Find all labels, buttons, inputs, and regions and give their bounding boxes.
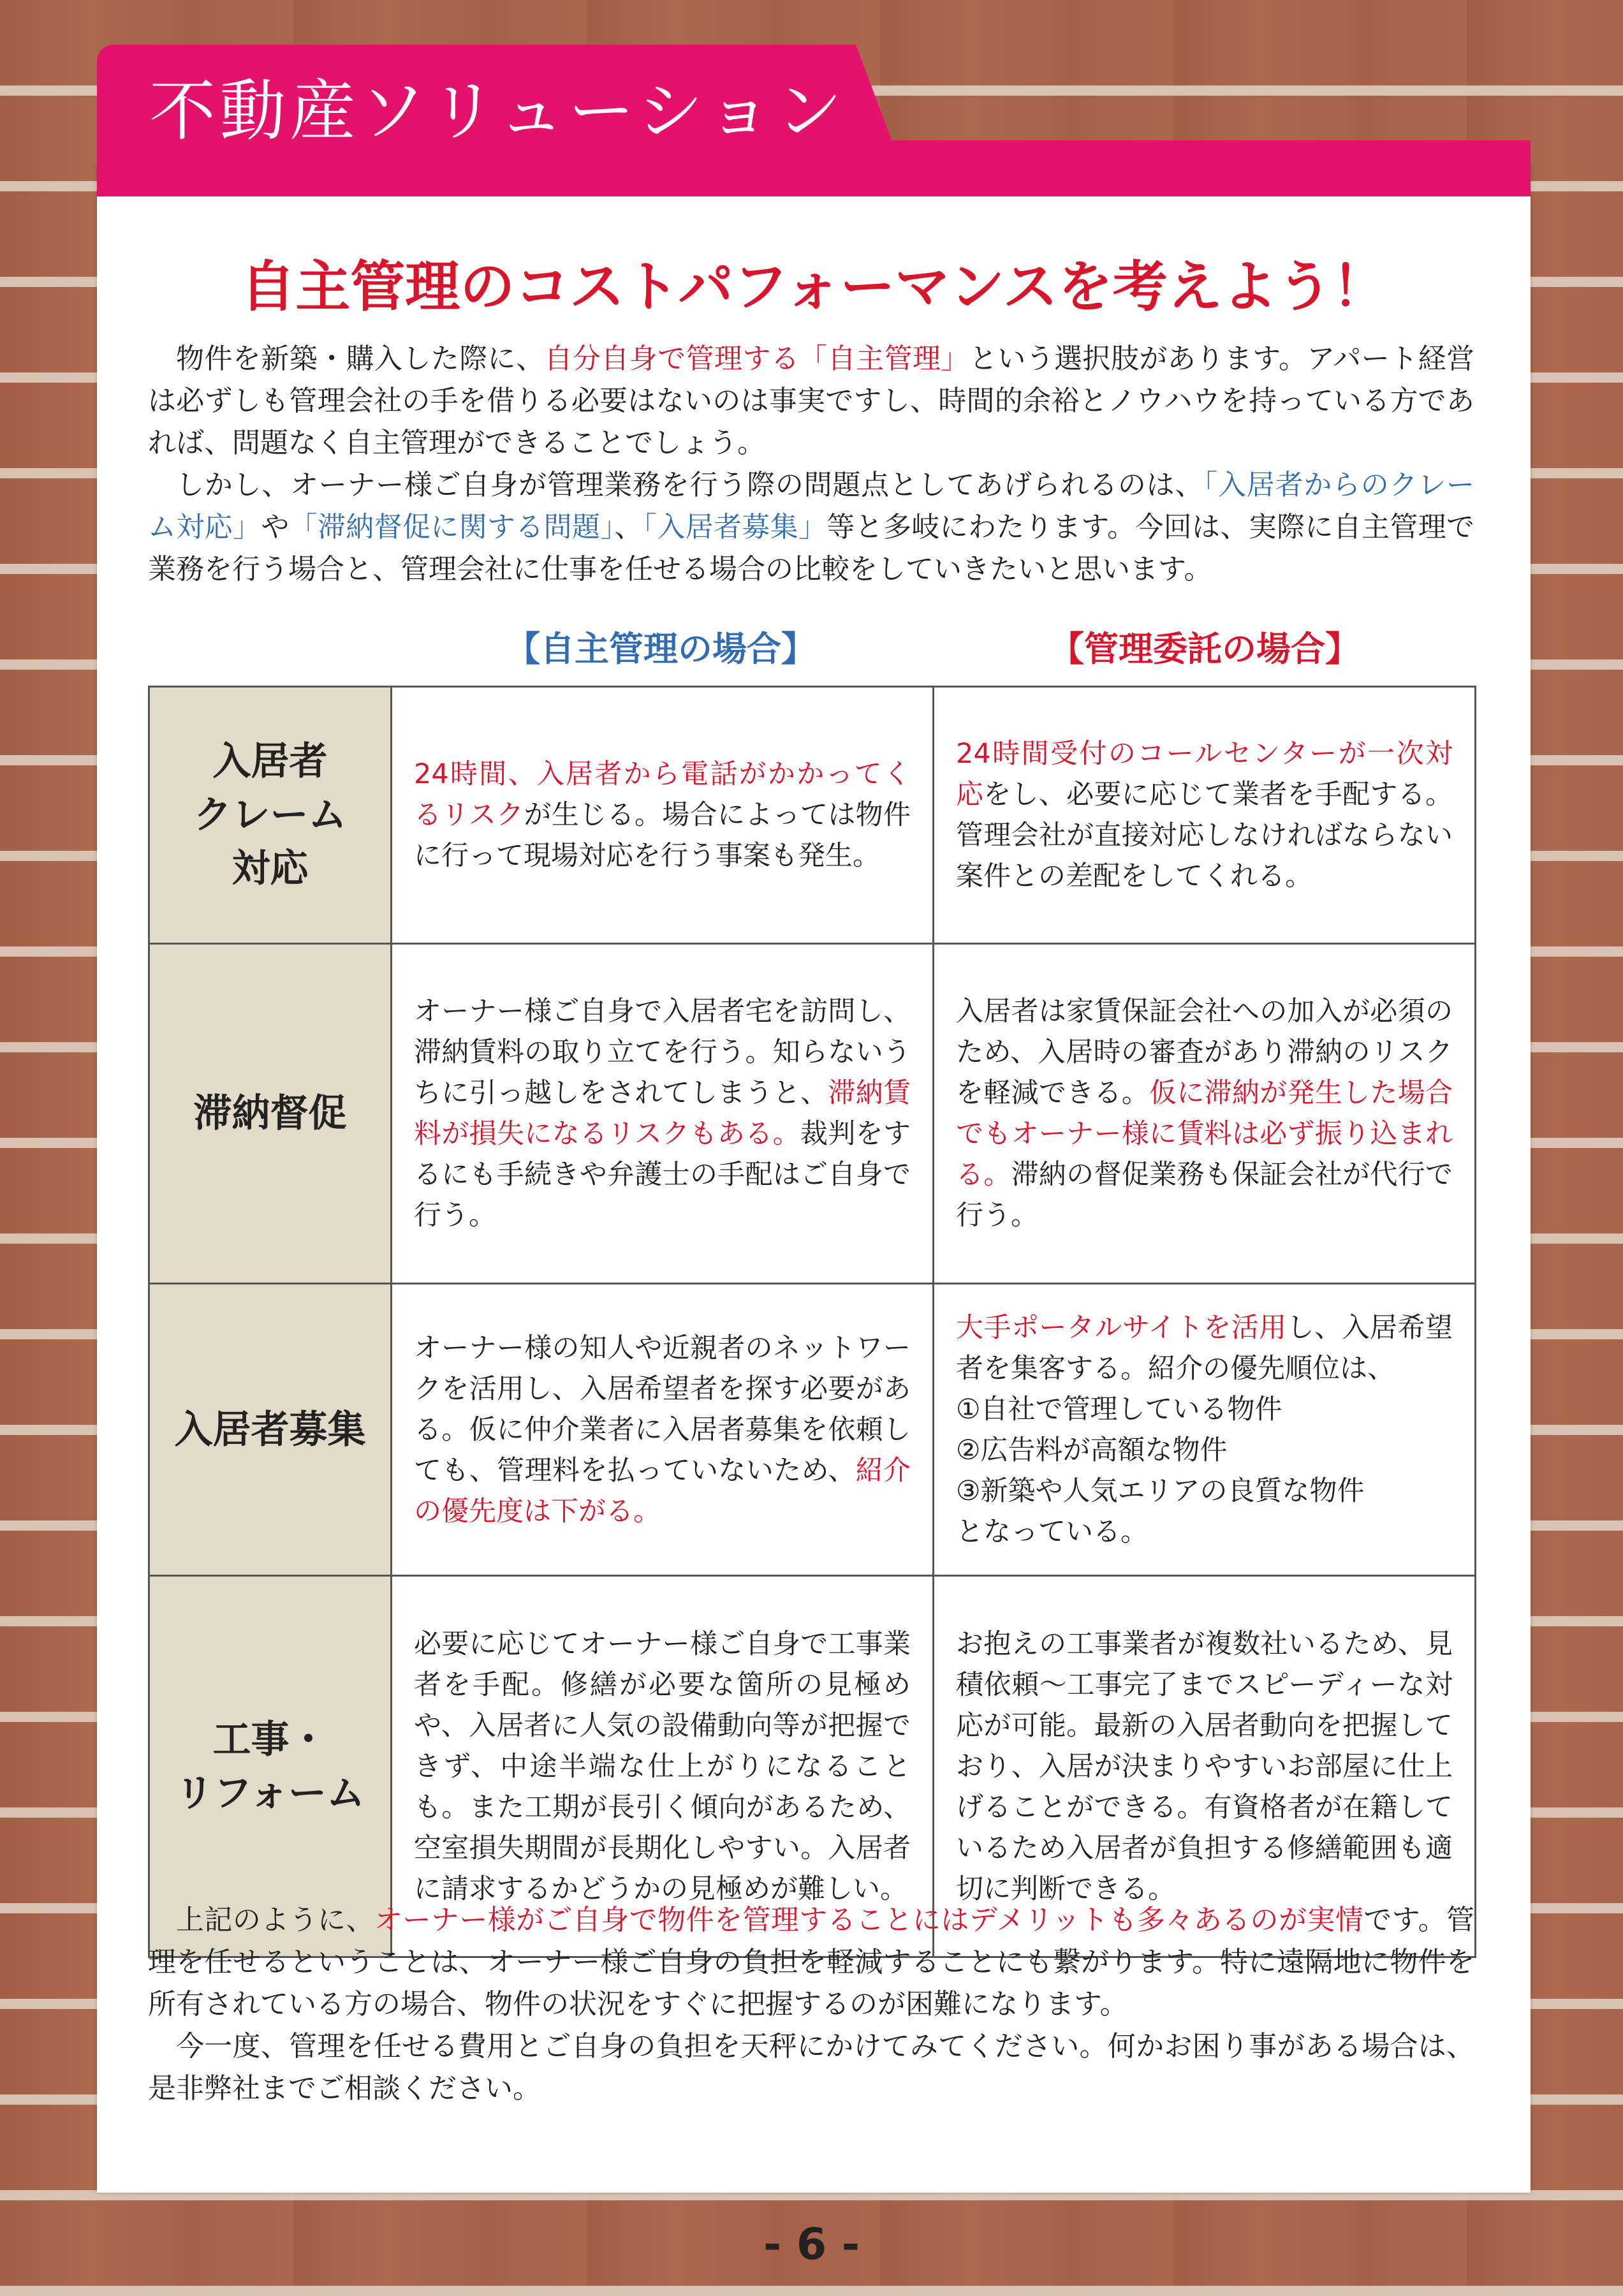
self-cell [392,944,934,1284]
page-headline: 自主管理のコストパフォーマンスを考えよう！ [240,255,1387,319]
intro-text: 、 [614,511,643,543]
row-heading [149,687,392,944]
table-row [149,944,1476,1284]
cell-text: が生じる。場合によっては物件に行って現場対応を行う事案も発生。 [414,799,911,872]
cell-text: となっている。 [956,1515,1148,1548]
column-heading-consign: 【管理委託の場合】 [1050,629,1360,669]
closing-text: です。管理を任せるということは、オーナー様ご自身の負担を軽減することにも繋がります。特に遠隔地に物件を所有されている方の場合、物件の状況をすぐに把握するのが困難になります。 [148,1904,1474,2020]
cell-text: 必要に応じてオーナー様ご自身で工事業者を手配。修繕が必要な箇所の見極めや、入居者に人気の設備動向等が把握できず、中途半端な仕上がりになることも。また工期が長引く傾向があるため、空室損失期間が長期化しやすい。入居者に請求するかどうかの見極めが難しい。 [414,1628,911,1905]
cell-text: オーナー様の知人や近親者のネットワークを活用し、入居希望者を探す必要がある。仮に仲介業者に入居者募集を依頼しても、管理料を払っていないため、 [414,1332,911,1487]
intro-highlight: 自分自身で管理する「自主管理」 [544,342,969,375]
intro-text: や [261,511,290,543]
comparison-table [148,686,1476,1958]
intro-text: 等と多岐にわたります。今回は、実際に自主管理で業務を行う場合と、管理会社に仕事を任せる場合の比較をしていきたいと思います。 [148,511,1475,585]
list-item: ①自社で管理している物件 [956,1393,1282,1425]
row-heading-line: リフォーム [175,1770,365,1816]
cell-text: をし、必要に応じて業者を手配する。管理会社が直接対応しなければならない案件との差配をしてくれる。 [956,779,1453,892]
section-header [97,45,1531,150]
self-cell [392,1284,934,1576]
consign-cell [934,944,1476,1284]
closing-highlight: オーナー様がご自身で物件を管理することにはデメリットも多々あるのが実情 [374,1904,1364,1936]
row-heading-line: クレーム [193,793,347,837]
list-item: ③新築や人気エリアの良質な物件 [956,1475,1365,1507]
cell-highlight: 24時間、入居者から電話がかかってくるリスク [414,758,911,831]
table-row [149,687,1476,944]
row-heading-line: 工事・ [212,1717,328,1762]
cell-highlight: 滞納賃料が損失になるリスクもある。 [414,1077,911,1150]
row-heading [149,944,392,1284]
intro-paragraph-1 [148,338,1474,464]
cell-highlight: 24時間受付のコールセンターが一次対応 [956,738,1453,811]
intro-highlight: 「滞納督促に関する問題」 [289,511,615,543]
consign-cell [934,687,1476,944]
cell-highlight: 紹介の優先度は下がる。 [414,1454,911,1527]
self-cell [392,687,934,944]
intro-paragraph-2 [148,464,1474,591]
row-heading [149,1284,392,1576]
row-heading-line: 対応 [231,846,309,891]
cell-text: お抱えの工事業者が複数社いるため、見積依頼～工事完了までスピーディーな対応が可能。最新の入居者動向を把握しており、入居が決まりやすいお部屋に仕上げることができる。有資格者が在籍しているため入居者が負担する修繕範囲も適切に判断できる。 [956,1628,1453,1905]
table-row [149,1284,1476,1576]
cell-text: し、入居希望者を集客する。紹介の優先順位は、 [956,1311,1453,1385]
intro-highlight: 「入居者募集」 [642,511,827,543]
list-item: ②広告料が高額な物件 [956,1434,1228,1466]
column-heading-self: 【自主管理の場合】 [506,629,816,669]
consign-cell [934,1284,1476,1576]
closing-paragraph-2: 今一度、管理を任せる費用とご自身の負担を天秤にかけてみてください。何かお困り事がある場合は、是非弊社までご相談ください。 [148,2030,1474,2105]
closing-text: 上記のように、 [176,1904,374,1936]
cell-text: オーナー様ご自身で入居者宅を訪問し、滞納賃料の取り立てを行う。知らないうちに引っ越しをされてしまうと、 [414,996,911,1109]
row-heading-line: 入居者募集 [174,1407,366,1452]
page-number: - 6 - [763,2219,860,2270]
intro-text: 物件を新築・購入した際に、 [176,342,545,375]
row-heading-line: 滞納督促 [193,1091,347,1136]
cell-highlight: 仮に滞納が発生した場合でもオーナー様に賃料は必ず振り込まれる。 [956,1077,1453,1191]
cell-text: 滞納の督促業務も保証会社が代行で行う。 [956,1159,1453,1232]
cell-text: 入居者は家賃保証会社への加入が必須のため、入居時の審査があり滞納のリスクを軽減できる。 [956,996,1453,1109]
cell-text: 裁判をするにも手続きや弁護士の手配はご自身で行う。 [414,1118,911,1232]
intro-text: という選択肢があります。アパート経営は必ずしも管理会社の手を借りる必要はないのは事実ですし、時間的余裕とノウハウを持っている方であれば、問題なく自主管理ができることでしょう。 [148,342,1474,459]
intro-text: しかし、オーナー様ご自身が管理業務を行う際の問題点としてあげられるのは、 [176,469,1204,501]
section-title: 不動産ソリューション [149,72,846,150]
row-heading-line: 入居者 [212,739,328,784]
intro-highlight: 「入居者からのクレーム対応」 [148,469,1475,543]
closing-paragraph-1 [148,1899,1474,2026]
cell-highlight: 大手ポータルサイトを活用 [956,1311,1287,1344]
